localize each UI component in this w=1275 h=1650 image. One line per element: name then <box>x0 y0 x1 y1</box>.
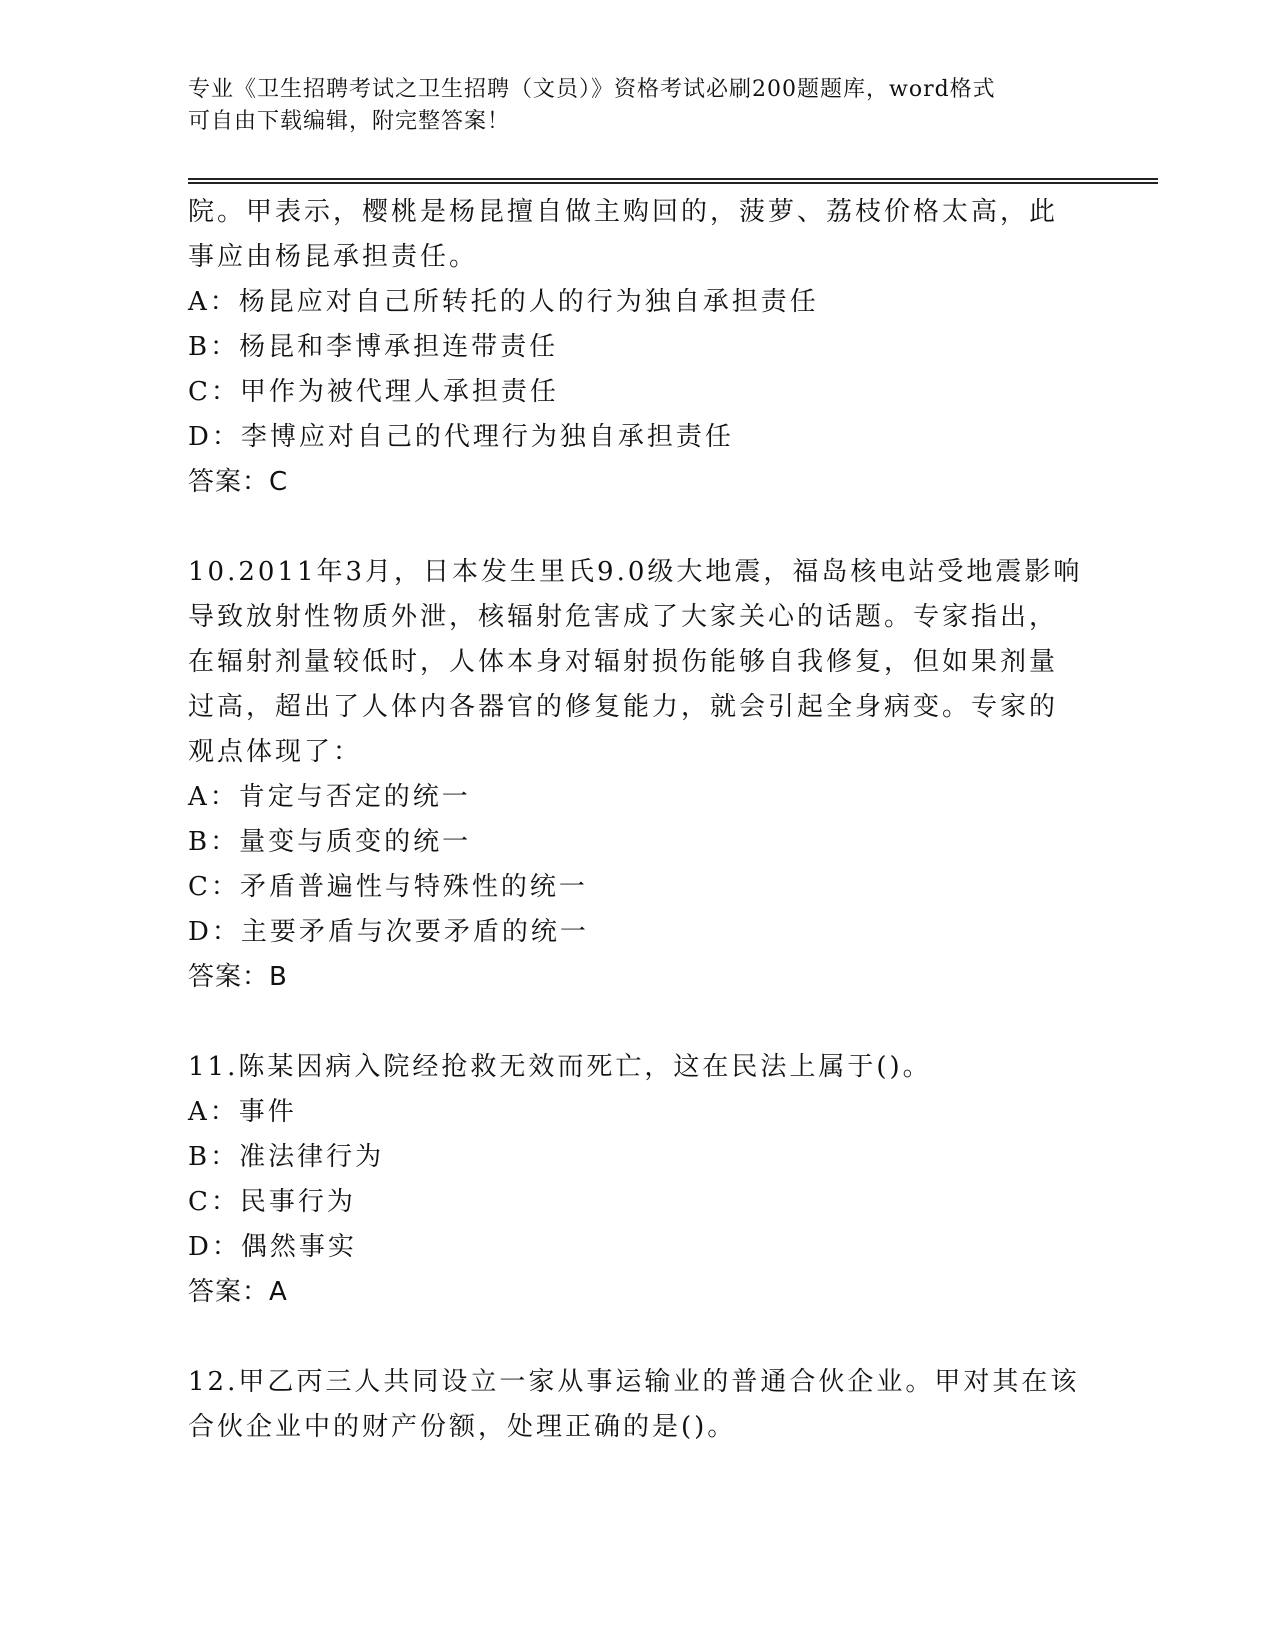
document-body <box>188 190 1088 1450</box>
question-text-line: 在辐射剂量较低时，人体本身对辐射损伤能够自我修复，但如果剂量 <box>188 647 1059 677</box>
option-d: D：偶然事实 <box>188 1232 357 1262</box>
question-gap <box>188 1000 1088 1045</box>
question-text-line: 合伙企业中的财产份额，处理正确的是()。 <box>188 1412 737 1442</box>
option-c: C：甲作为被代理人承担责任 <box>188 377 559 407</box>
question-text-line: 观点体现了： <box>188 737 363 767</box>
option-a: A：事件 <box>188 1097 297 1127</box>
answer: 答案：B <box>188 962 288 992</box>
header-line-1: 专业《卫生招聘考试之卫生招聘（文员）》资格考试必刷200题题库，word格式 <box>188 77 996 102</box>
option-a: A：杨昆应对自己所转托的人的行为独自承担责任 <box>188 287 819 317</box>
option-b: B：准法律行为 <box>188 1142 385 1172</box>
option-c: C：民事行为 <box>188 1187 356 1217</box>
option-a: A：肯定与否定的统一 <box>188 782 471 812</box>
question-text-line: 院。甲表示，樱桃是杨昆擅自做主购回的，菠萝、荔枝价格太高，此 <box>188 197 1059 227</box>
question-9 <box>188 190 1088 505</box>
question-gap <box>188 505 1088 550</box>
question-text-line: 导致放射性物质外泄，核辐射危害成了大家关心的话题。专家指出， <box>188 602 1059 632</box>
question-text-line: 12.甲乙丙三人共同设立一家从事运输业的普通合伙企业。甲对其在该 <box>188 1367 1080 1397</box>
answer: 答案：A <box>188 1277 288 1307</box>
header-divider <box>188 178 1158 184</box>
question-text-line: 过高，超出了人体内各器官的修复能力，就会引起全身病变。专家的 <box>188 692 1059 722</box>
question-text-line: 10.2011年3月，日本发生里氏9.0级大地震，福岛核电站受地震影响 <box>188 557 1083 587</box>
question-gap <box>188 1315 1088 1360</box>
question-10 <box>188 550 1088 1000</box>
question-11 <box>188 1045 1088 1315</box>
option-d: D：李博应对自己的代理行为独自承担责任 <box>188 422 734 452</box>
option-b: B：量变与质变的统一 <box>188 827 472 857</box>
page-header <box>188 74 1088 138</box>
question-12 <box>188 1360 1088 1450</box>
header-line-2: 可自由下载编辑，附完整答案！ <box>188 109 511 134</box>
question-text-line: 11.陈某因病入院经抢救无效而死亡，这在民法上属于()。 <box>188 1052 932 1082</box>
option-c: C：矛盾普遍性与特殊性的统一 <box>188 872 588 902</box>
answer: 答案：C <box>188 467 289 497</box>
option-b: B：杨昆和李博承担连带责任 <box>188 332 559 362</box>
option-d: D：主要矛盾与次要矛盾的统一 <box>188 917 589 947</box>
question-text-line: 事应由杨昆承担责任。 <box>188 242 479 272</box>
